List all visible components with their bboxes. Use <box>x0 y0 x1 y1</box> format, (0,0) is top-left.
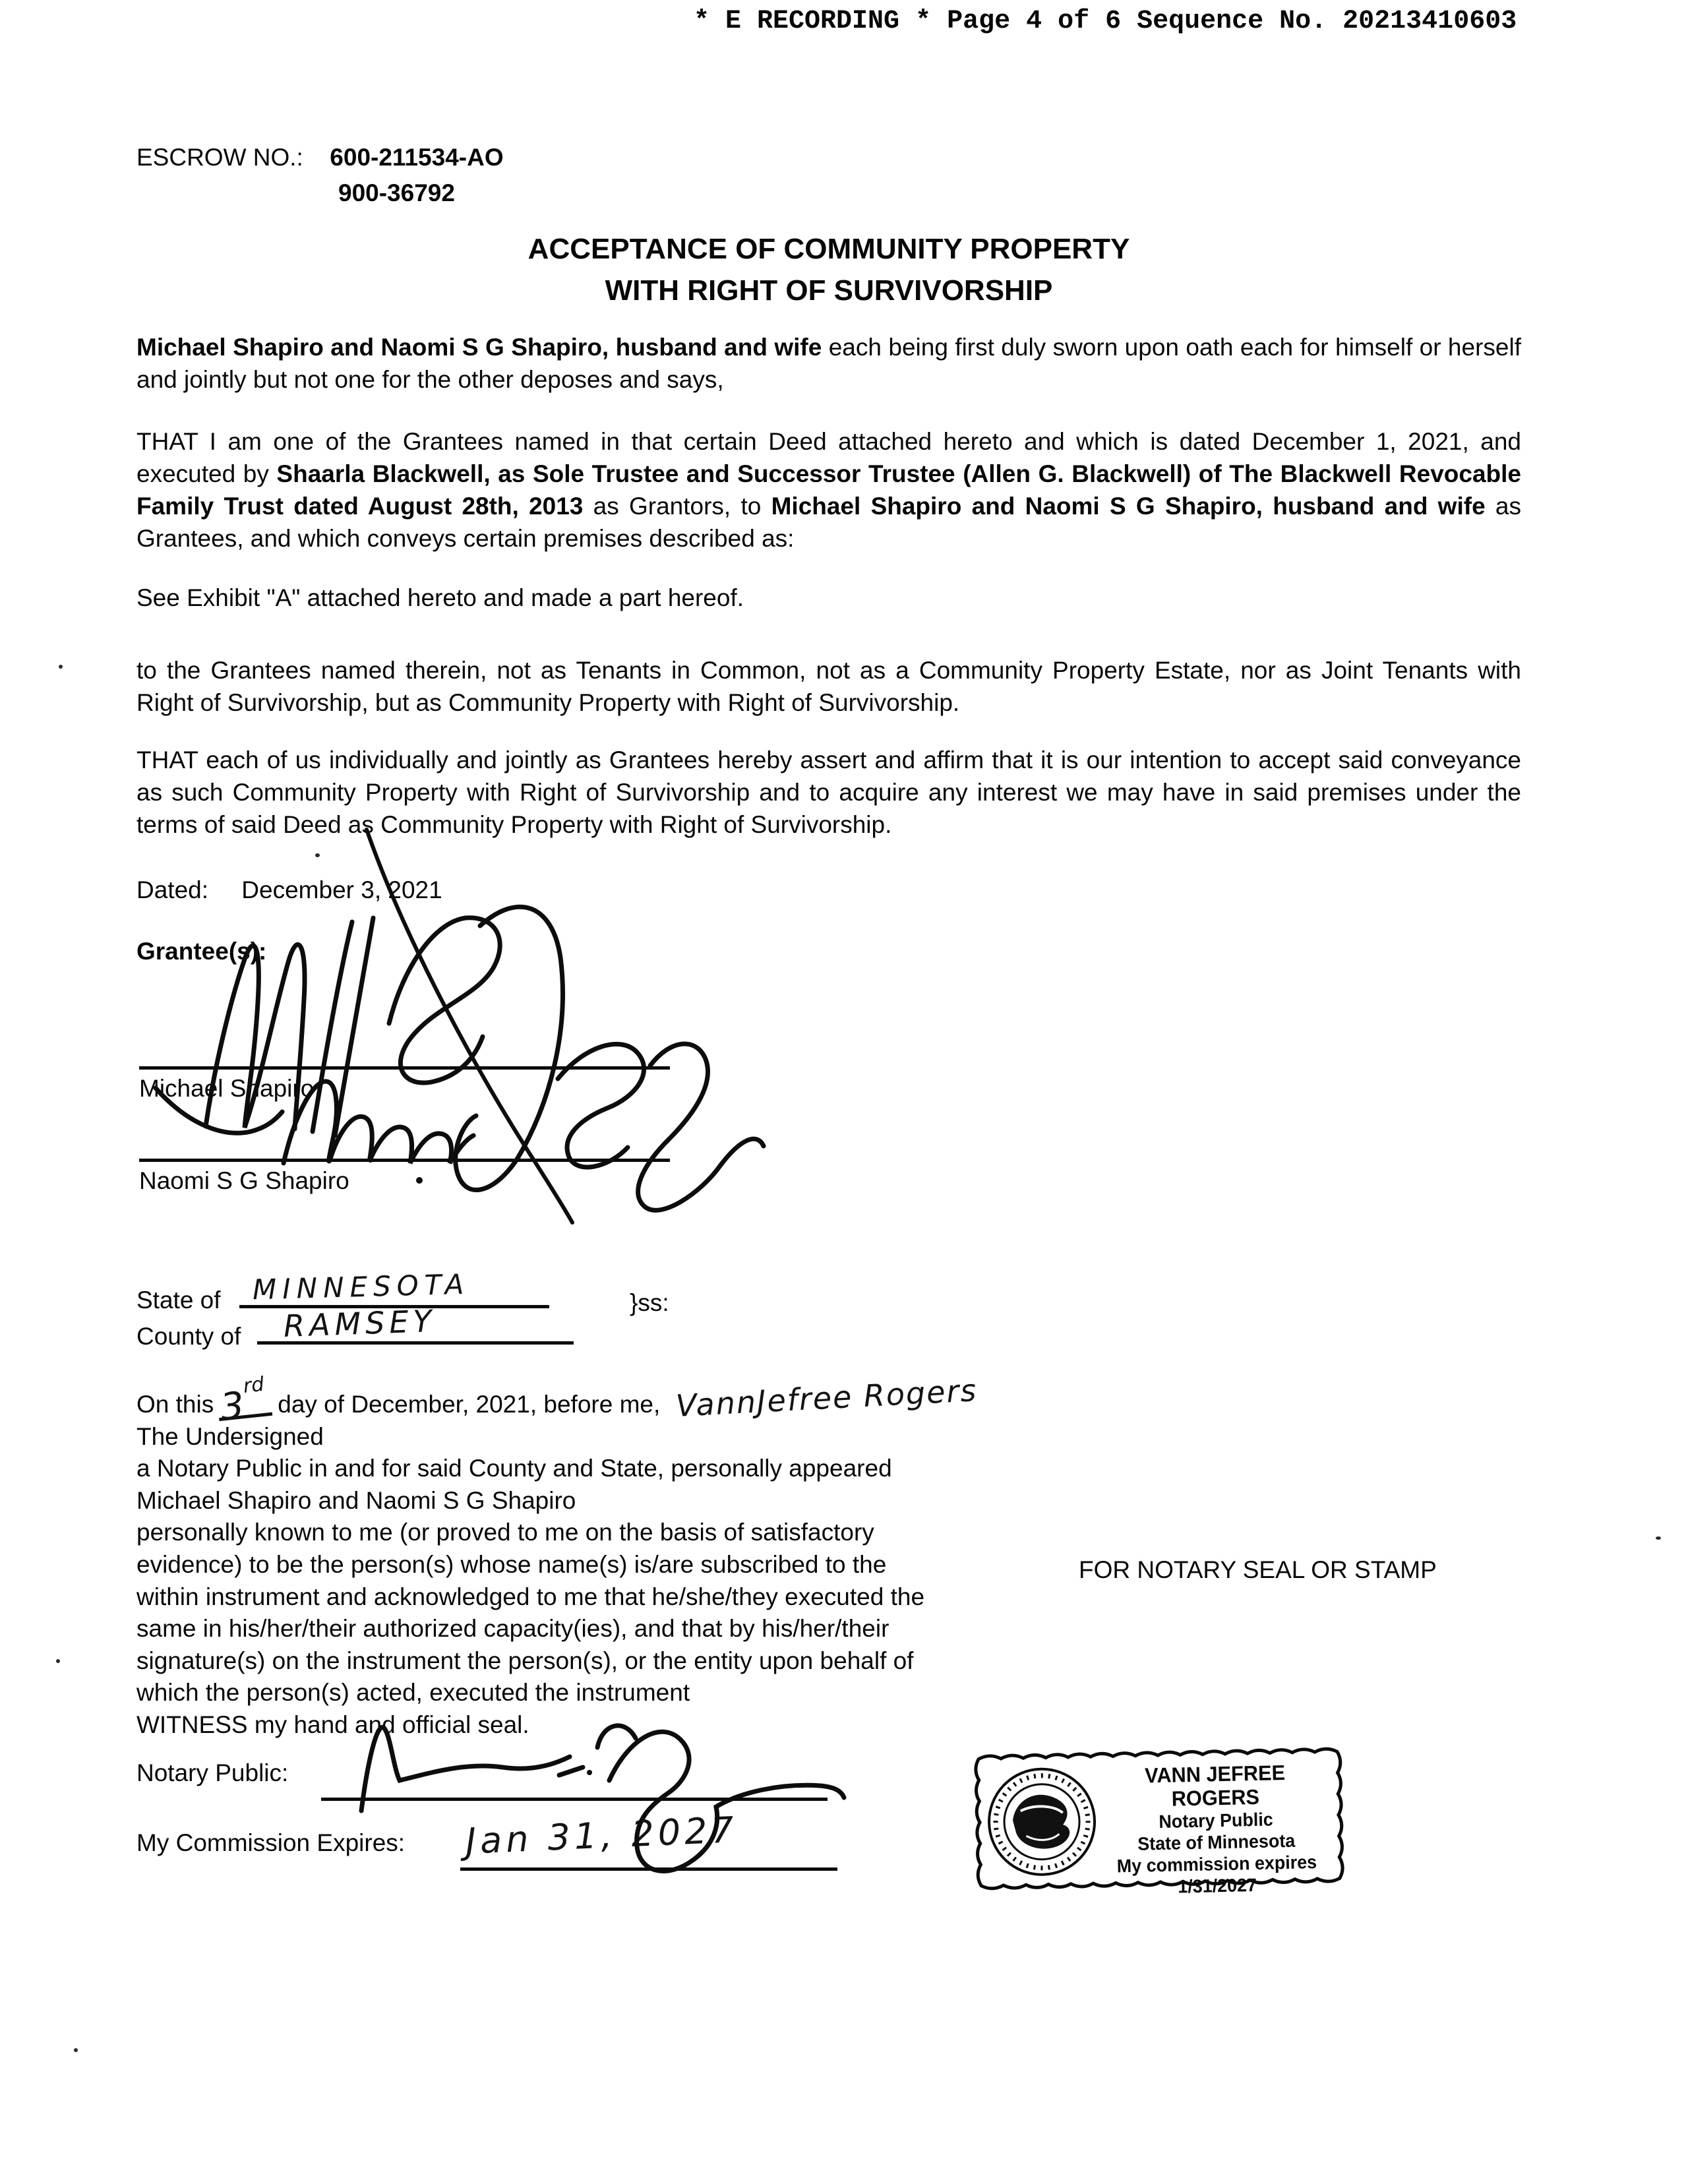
affiants-paragraph-rest: each being first duly sworn upon oath each for himself or herself and jointly but not one for the other deposes and says, <box>136 334 1521 393</box>
dated-value: December 3, 2021 <box>241 876 442 903</box>
signer-name-naomi: Naomi S G Shapiro <box>139 1167 349 1194</box>
escrow-block <box>136 144 504 171</box>
document-title-line1: ACCEPTANCE OF COMMUNITY PROPERTY <box>528 233 1130 265</box>
deed-recital-r2: as Grantors, to <box>583 493 771 520</box>
deed-recital-r3: as Grantees, and which conveys certain premises described as: <box>136 493 1521 552</box>
appearers-line: Michael Shapiro and Naomi S G Shapiro <box>136 1486 576 1514</box>
state-value-handwritten: MINNESOTA <box>252 1267 470 1306</box>
notary-signature-line <box>321 1798 828 1801</box>
escrow-number-secondary: 900-36792 <box>338 179 455 206</box>
notary-appointed-line: a Notary Public in and for said County and State, personally appeared <box>136 1455 892 1482</box>
signer-name-michael: Michael Shapiro <box>139 1075 315 1102</box>
grantee-names-bold: Michael Shapiro and Naomi S G Shapiro, husband and wife <box>771 493 1486 520</box>
deed-recital-paragraph <box>136 425 1521 555</box>
day-suffix: rd <box>242 1373 266 1399</box>
dated-label: Dated: <box>136 876 209 903</box>
document-title <box>136 228 1521 311</box>
dated-line <box>136 874 442 906</box>
ack-line-6: which the person(s) acted, executed the instrument <box>136 1679 690 1707</box>
ack-line-2: evidence) to be the person(s) whose name(s) is/are subscribed to the <box>136 1550 887 1578</box>
ss-marker: }ss: <box>630 1289 669 1316</box>
affiants-paragraph <box>136 331 1521 396</box>
escrow-number-primary: 600-211534-AO <box>330 144 504 171</box>
on-this-line <box>136 1372 979 1430</box>
stamp-state: State of Minnesota <box>1137 1830 1296 1854</box>
grantor-names-bold: Shaarla Blackwell, as Sole Trustee and Successor Trustee (Allen G. Blackwell) of The Blackwell Revocable Family Trust dated August 28th, 2013 <box>136 460 1521 520</box>
grantees-label: Grantee(s): <box>136 938 267 965</box>
state-label: State of <box>136 1287 221 1314</box>
escrow-label: ESCROW NO.: <box>136 144 303 171</box>
county-value-handwritten: RAMSEY <box>282 1302 437 1345</box>
county-row <box>136 1302 574 1350</box>
acknowledgment-block <box>136 1372 979 1742</box>
scan-artifact-dot <box>56 1659 60 1663</box>
seal-caption: FOR NOTARY SEAL OR STAMP <box>1079 1556 1437 1583</box>
notary-stamp <box>973 1745 1345 1897</box>
county-label: County of <box>136 1323 241 1350</box>
stamp-title: Notary Public <box>1159 1809 1273 1833</box>
tenancy-paragraph: to the Grantees named therein, not as Tenants in Common, not as a Community Property Estate, nor as Joint Tenants with Right of Survivorship, but as Community Property with Right of Survivorship. <box>136 657 1521 716</box>
scan-artifact-dot <box>59 665 63 669</box>
day-handwritten <box>218 1373 273 1430</box>
stamp-expiry-date: 1/31/2027 <box>1178 1874 1257 1897</box>
acceptance-paragraph: THAT each of us individually and jointly as Grantees hereby assert and affirm that it is our intention to accept said conveyance as such Community Property with Right of Survivorship and to acquire any interest we may have in said premises under the terms of said Deed as Community Property with Right of Survivorship. <box>136 746 1521 838</box>
recording-header: * E RECORDING * Page 4 of 6 Sequence No. 20213410603 <box>694 7 1517 36</box>
on-this-post: day of December, 2021, before me, <box>278 1391 661 1418</box>
witness-line: WITNESS my hand and official seal. <box>136 1711 529 1738</box>
exhibit-reference-line: See Exhibit "A" attached hereto and made a part hereof. <box>136 584 744 611</box>
stamp-expiry-label: My commission expires <box>1116 1852 1317 1877</box>
commission-line <box>460 1867 837 1871</box>
day-digit: 3 <box>218 1384 247 1430</box>
notary-name-handwritten: VannJefree Rogers <box>675 1372 979 1424</box>
stamp-text-block <box>1100 1760 1331 1899</box>
scan-artifact-dot <box>1656 1536 1661 1540</box>
scan-artifact-dot <box>315 853 320 857</box>
ack-line-1: personally known to me (or proved to me on the basis of satisfactory <box>136 1519 874 1546</box>
ack-line-4: same in his/her/their authorized capacity(ies), and that by his/her/their <box>136 1615 889 1643</box>
minnesota-seal-icon <box>988 1768 1095 1875</box>
commission-date-handwritten: Jan 31, 2027 <box>464 1809 739 1862</box>
document-title-line2: WITH RIGHT OF SURVIVORSHIP <box>605 274 1053 307</box>
signature-line-naomi <box>139 1159 670 1162</box>
county-fill-line <box>257 1302 574 1345</box>
stamp-notary-name: VANN JEFREE ROGERS <box>1144 1760 1286 1811</box>
ack-line-5: signature(s) on the instrument the person(s), or the entity upon behalf of <box>136 1647 914 1674</box>
notary-public-label: Notary Public: <box>136 1759 289 1786</box>
commission-label: My Commission Expires: <box>136 1829 406 1856</box>
affiants-names-bold: Michael Shapiro and Naomi S G Shapiro, husband and wife <box>136 334 822 361</box>
signature-line-michael <box>139 1066 670 1070</box>
ack-line-3: within instrument and acknowledged to me that he/she/they executed the <box>136 1583 925 1610</box>
deed-recital-r1: THAT I am one of the Grantees named in that certain Deed attached hereto and which is dated December 1, 2021, and executed by <box>136 428 1521 487</box>
undersigned-line: The Undersigned <box>136 1422 324 1450</box>
on-this-pre: On this <box>136 1391 214 1418</box>
scan-artifact-dot <box>74 2048 78 2052</box>
